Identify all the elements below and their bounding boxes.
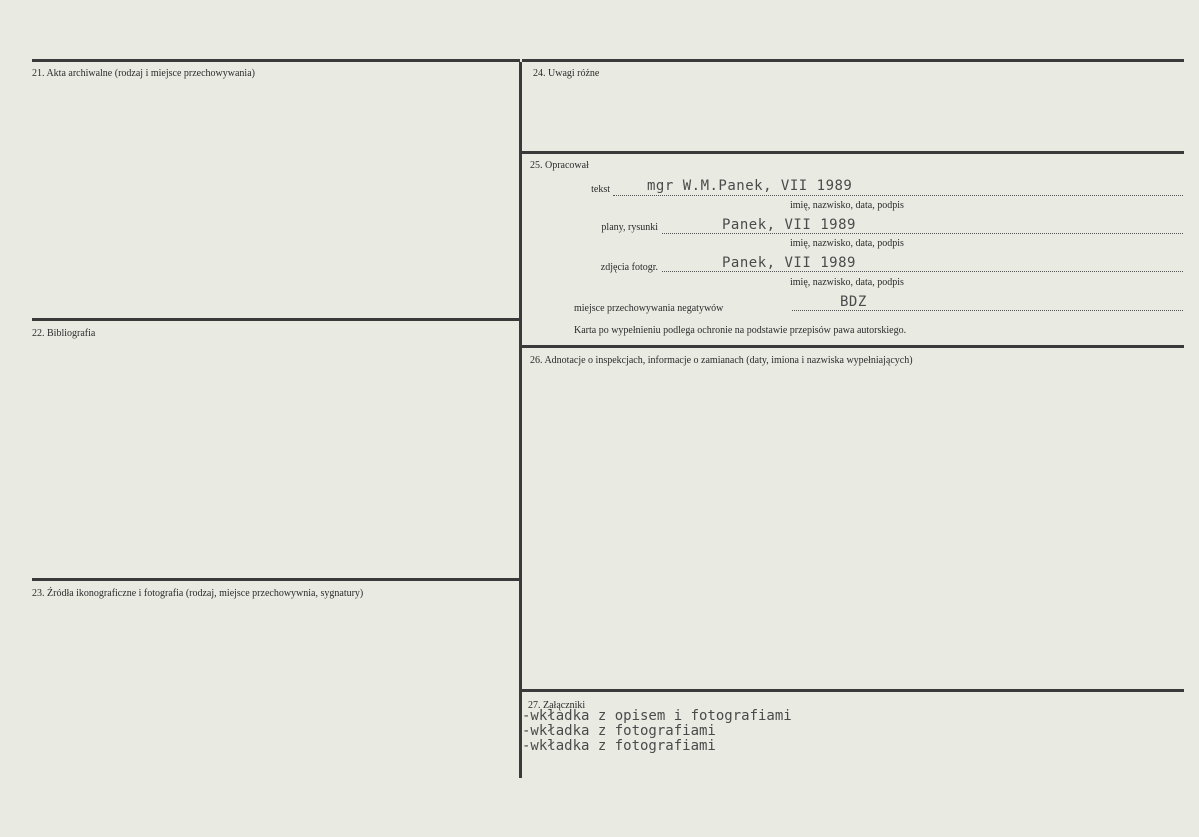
rule-section-26 (522, 345, 1184, 348)
attachment-item: -wkładka z fotografiami (522, 723, 716, 739)
zdjecia-label: zdjęcia fotogr. (600, 262, 658, 273)
zdjecia-subcaption: imię, nazwisko, data, podpis (790, 277, 904, 288)
section-25-heading: 25. Opracował (530, 160, 589, 171)
section-24-heading: 24. Uwagi różne (533, 68, 600, 79)
zdjecia-line (662, 271, 1183, 272)
rule-section-25 (522, 151, 1184, 154)
attachment-item: -wkładka z opisem i fotografiami (522, 708, 792, 724)
zdjecia-value: Panek, VII 1989 (722, 255, 856, 271)
copyright-note: Karta po wypełnieniu podlega ochronie na podstawie przepisów pawa autorskiego. (574, 325, 907, 336)
section-22-heading: 22. Bibliografia (32, 328, 96, 339)
plany-line (662, 233, 1183, 234)
tekst-line (613, 195, 1183, 196)
rule-top-right (522, 59, 1184, 62)
plany-value: Panek, VII 1989 (722, 217, 856, 233)
tekst-subcaption: imię, nazwisko, data, podpis (790, 200, 904, 211)
section-27-heading: 27. Załączniki (528, 700, 586, 711)
negatywy-line (792, 310, 1183, 311)
attachment-item: -wkładka z fotografiami (522, 738, 716, 754)
plany-subcaption: imię, nazwisko, data, podpis (790, 238, 904, 249)
column-divider (519, 62, 522, 778)
rule-top-left (32, 59, 520, 62)
tekst-value: mgr W.M.Panek, VII 1989 (647, 178, 853, 194)
negatywy-label: miejsce przechowywania negatywów (574, 303, 724, 314)
rule-section-27 (522, 689, 1184, 692)
negatywy-value: BDZ (840, 294, 867, 310)
tekst-label: tekst (591, 184, 610, 195)
attachments-list (522, 709, 792, 754)
rule-section-23 (32, 578, 520, 581)
rule-section-22 (32, 318, 520, 321)
plany-label: plany, rysunki (601, 222, 658, 233)
section-21-heading: 21. Akta archiwalne (rodzaj i miejsce przechowywania) (32, 68, 255, 79)
section-23-heading: 23. Źródła ikonograficzne i fotografia (rodzaj, miejsce przechowywnia, sygnatury) (32, 588, 364, 599)
section-26-heading: 26. Adnotacje o inspekcjach, informacje o zamianach (daty, imiona i nazwiska wypełniających) (530, 355, 913, 366)
